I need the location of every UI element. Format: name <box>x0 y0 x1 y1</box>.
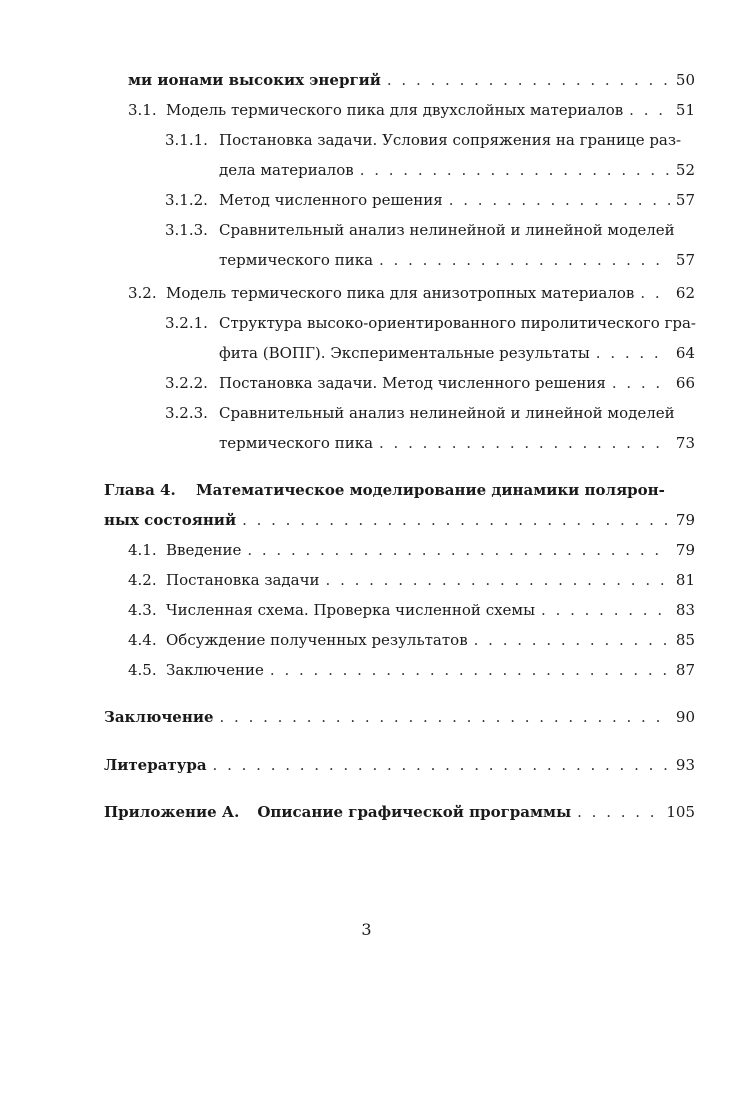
toc-entry-chapter-4[interactable] <box>104 480 695 500</box>
toc-entry-page: 81 <box>675 571 695 589</box>
toc-entry-3-1-2[interactable] <box>165 190 695 210</box>
toc-entry-page: 62 <box>675 284 695 302</box>
toc-entry-number: 4.2. <box>128 571 157 589</box>
toc-entry-title: Постановка задачи. Метод численного решения <box>219 374 606 392</box>
toc-entry-number: 4.5. <box>128 661 157 679</box>
toc-entry-title: Структура высоко-ориентированного пиролитического гра- <box>219 314 696 332</box>
leader-dots <box>474 630 670 650</box>
toc-entry-number: 4.4. <box>128 631 157 649</box>
toc-entry-page: 85 <box>675 631 695 649</box>
leader-dots <box>213 755 670 775</box>
toc-entry-3-2-3[interactable] <box>165 403 695 423</box>
toc-entry-page: 64 <box>675 344 695 362</box>
toc-entry-4-5[interactable] <box>128 660 695 680</box>
toc-entry-page: 57 <box>675 251 695 269</box>
leader-dots <box>629 100 670 120</box>
leader-dots <box>360 160 670 180</box>
toc-entry-page: 73 <box>675 434 695 452</box>
toc-entry-page: 87 <box>675 661 695 679</box>
toc-entry-number: 3.1. <box>128 101 157 119</box>
toc-entry-title: ных состояний <box>104 511 237 529</box>
toc-entry-title: Литература <box>104 756 207 774</box>
toc-entry-chapter-4-continuation[interactable] <box>104 510 695 530</box>
toc-entry-page: 79 <box>675 511 695 529</box>
toc-entry-page: 79 <box>675 541 695 559</box>
toc-entry-appendix-a[interactable] <box>104 802 695 822</box>
toc-entry-title: Метод численного решения <box>219 191 443 209</box>
toc-entry-page: 51 <box>675 101 695 119</box>
toc-entry-title: Сравнительный анализ нелинейной и линейной моделей <box>219 404 675 422</box>
toc-entry-3-1-1-continuation[interactable] <box>219 160 695 180</box>
toc-entry-number: 3.1.1. <box>165 131 208 149</box>
toc-entry-page: 50 <box>675 71 695 89</box>
leader-dots <box>270 660 670 680</box>
toc-entry-number: Глава 4. <box>104 481 176 499</box>
toc-entry-title: Сравнительный анализ нелинейной и линейной моделей <box>219 221 675 239</box>
toc-entry-4-4[interactable] <box>128 630 695 650</box>
leader-dots <box>640 283 670 303</box>
toc-entry-page: 105 <box>666 803 695 821</box>
leader-dots <box>449 190 670 210</box>
toc-entry-ch3-continuation[interactable] <box>128 70 695 90</box>
toc-entry-3-2-1[interactable] <box>165 313 695 333</box>
leader-dots <box>387 70 670 90</box>
toc-entry-title: ми ионами высоких энергий <box>128 71 381 89</box>
toc-entry-page: 52 <box>675 161 695 179</box>
toc-entry-3-1-3-continuation[interactable] <box>219 250 695 270</box>
toc-entry-title: Постановка задачи. Условия сопряжения на границе раз- <box>219 131 682 149</box>
toc-entry-title: Модель термического пика для анизотропных материалов <box>166 284 635 302</box>
leader-dots <box>242 510 670 530</box>
leader-dots <box>612 373 670 393</box>
toc-entry-title: Математическое моделирование динамики полярон- <box>196 481 665 499</box>
toc-entry-title: Заключение <box>166 661 264 679</box>
toc-entry-title: Постановка задачи <box>166 571 320 589</box>
toc-entry-3-1-1[interactable] <box>165 130 695 150</box>
toc-entry-3-2-1-continuation[interactable] <box>219 343 695 363</box>
toc-entry-4-1[interactable] <box>128 540 695 560</box>
leader-dots <box>247 540 670 560</box>
toc-entry-4-2[interactable] <box>128 570 695 590</box>
toc-entry-title: дела материалов <box>219 161 354 179</box>
toc-entry-title: Заключение <box>104 708 214 726</box>
toc-entry-4-3[interactable] <box>128 600 695 620</box>
toc-entry-page: 93 <box>675 756 695 774</box>
toc-entry-page: 83 <box>675 601 695 619</box>
toc-entry-title: фита (ВОПГ). Экспериментальные результаты <box>219 344 590 362</box>
toc-entry-title: термического пика <box>219 434 374 452</box>
toc-entry-number: 3.2.1. <box>165 314 208 332</box>
leader-dots <box>577 802 660 822</box>
toc-entry-number: 3.2. <box>128 284 157 302</box>
toc-entry-title: Введение <box>166 541 242 559</box>
toc-entry-3-2[interactable] <box>128 283 695 303</box>
toc-entry-3-1-3[interactable] <box>165 220 695 240</box>
leader-dots <box>220 707 670 727</box>
toc-entry-title: Численная схема. Проверка численной схемы <box>166 601 536 619</box>
toc-entry-number: 4.1. <box>128 541 157 559</box>
toc-entry-conclusion[interactable] <box>104 707 695 727</box>
toc-entry-page: 66 <box>675 374 695 392</box>
toc-entry-3-1[interactable] <box>128 100 695 120</box>
toc-entry-title: термического пика <box>219 251 374 269</box>
leader-dots <box>326 570 670 590</box>
leader-dots <box>379 250 670 270</box>
toc-entry-number: Приложение А. <box>104 803 240 821</box>
leader-dots <box>596 343 670 363</box>
toc-entry-references[interactable] <box>104 755 695 775</box>
toc-entry-3-2-3-continuation[interactable] <box>219 433 695 453</box>
toc-entry-page: 57 <box>675 191 695 209</box>
toc-entry-3-2-2[interactable] <box>165 373 695 393</box>
toc-entry-page: 90 <box>675 708 695 726</box>
toc-entry-number: 3.1.2. <box>165 191 208 209</box>
toc-entry-number: 4.3. <box>128 601 157 619</box>
toc-entry-title: Обсуждение полученных результатов <box>166 631 468 649</box>
toc-entry-number: 3.2.3. <box>165 404 208 422</box>
toc-entry-title: Описание графической программы <box>257 803 572 821</box>
toc-entry-title: Модель термического пика для двухслойных материалов <box>166 101 624 119</box>
leader-dots <box>379 433 670 453</box>
page-number: 3 <box>361 920 372 939</box>
toc-entry-number: 3.2.2. <box>165 374 208 392</box>
toc-entry-number: 3.1.3. <box>165 221 208 239</box>
leader-dots <box>541 600 670 620</box>
